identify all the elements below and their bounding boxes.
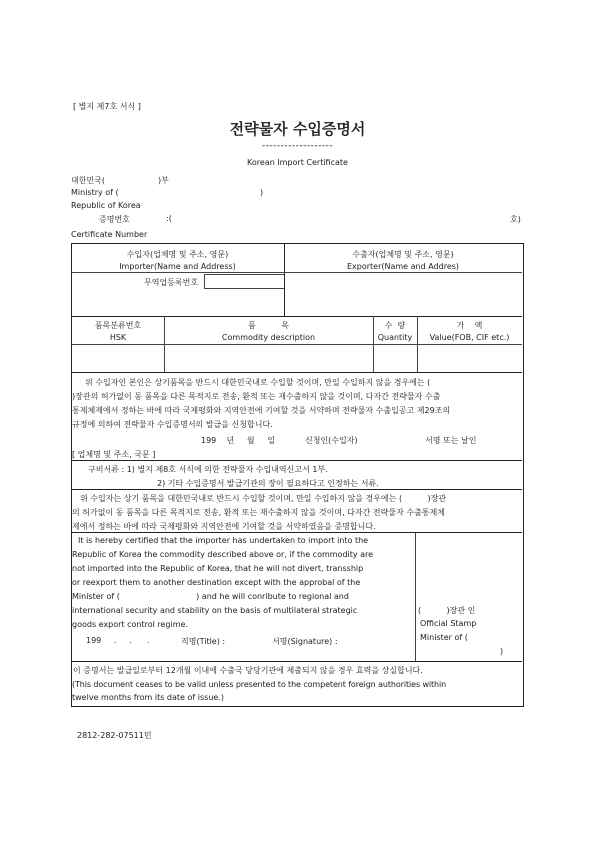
republic-label: Republic of Korea xyxy=(71,201,141,210)
title-label: 직명(Title) : xyxy=(181,637,226,646)
company-name-note: [ 업체명 및 주소, 국문 ] xyxy=(72,450,156,459)
certify-en-line-1: It is hereby certified that the importer has undertaken to import into the xyxy=(78,536,369,545)
document-title: 전략물자 수입증명서 xyxy=(229,120,366,138)
quantity-label-ko: 수 량 xyxy=(384,321,406,330)
goods-top-line xyxy=(72,316,522,317)
applicant-line-1: 위 수입자인 본인은 상기품목을 반드시 대한민국내로 수입할 것이며, 만일 수입하지 않을 경우에는 ( xyxy=(85,378,431,387)
certify-en-line-4: or reexport them to another destination except with the approbal of the xyxy=(72,578,361,587)
parties-header-line xyxy=(72,272,522,273)
certify-ko-line-3: 제에서 정하는 바에 따라 국제평화와 지역안전에 기여할 것을 서약하였음을 증명합니다. xyxy=(72,522,376,531)
document-subtitle: Korean Import Certificate xyxy=(247,158,348,167)
value-label-ko: 가 액 xyxy=(456,321,483,330)
validity-en-line-2: twelve months from its date of issue.) xyxy=(72,693,224,702)
certify-ko-top-line xyxy=(72,489,522,490)
trade-reg-box-top xyxy=(204,274,284,275)
stamp-line-4: ) xyxy=(500,647,504,656)
cert-number-colon: :( xyxy=(166,214,172,223)
form-number: [ 별지 제7호 서식 ] xyxy=(73,102,141,111)
applicant-label: 신청인(수입자) xyxy=(305,436,358,445)
stamp-line-2: Official Stamp xyxy=(420,619,477,628)
cert-number-suffix: 호) xyxy=(510,215,521,224)
cert-number-en: Certificate Number xyxy=(71,230,148,239)
rok-ministry-suffix: )부 xyxy=(158,176,169,185)
application-date: 199 년 월 일 xyxy=(201,436,276,445)
certify-en-line-7: goods export control regime. xyxy=(72,620,188,629)
sign-or-seal-label: 서명 또는 날인 xyxy=(425,436,477,445)
applicant-top-line xyxy=(72,372,522,373)
certify-en-line-3: not imported into the Republic of Korea, that he will not divert, transship xyxy=(72,564,364,573)
certify-ko-line-2: 의 허가없이 동 품목을 다른 목적지로 전송, 환적 또는 재수출하지 않을 것이며, 다자간 전략물자 수출통제체 xyxy=(72,508,445,517)
goods-header-line xyxy=(72,344,522,345)
commodity-label-en: Commodity description xyxy=(221,333,316,342)
applicant-line-3: 통제체제에서 정하는 바에 따라 국제평화와 지역안전에 기여할 것을 서약하며 전략물자 수출입공고 제29조의 xyxy=(72,406,451,415)
trade-reg-box-left xyxy=(204,274,205,288)
value-label-en: Value(FOB, CIF etc.) xyxy=(429,333,510,342)
certify-date: 199 . . . xyxy=(86,636,150,645)
stamp-divider xyxy=(415,533,416,661)
certify-en-line-2: Republic of Korea the commodity described above or, if the commodity are xyxy=(72,550,374,559)
trade-reg-box-bottom xyxy=(204,288,284,289)
hsk-label-en: HSK xyxy=(109,333,127,342)
form-code: 2812-282-07511민 xyxy=(77,731,152,740)
validity-ko: 이 증명서는 발급일로부터 12개월 이내에 수출국 당당기관에 제출되지 않을 경우 효력을 상실합니다. xyxy=(73,666,423,675)
title-underline: ------------------- xyxy=(261,141,334,151)
hsk-label-ko: 품목분류번호 xyxy=(94,321,142,330)
signature-label: 서명(Signature) : xyxy=(272,637,338,646)
certify-ko-line-1: 위 수입자는 상기 품목을 대한민국내로 반드시 수입할 것이며, 만일 수입하지 않을 경우에는 ( )장관 xyxy=(80,494,447,503)
applicant-line-2: )장관의 허가없이 동 품목을 다른 목적지로 전송, 환적 또는 재수출하지 않을 것이며, 다자간 전략물자 수출 xyxy=(72,392,441,401)
certify-en-line-5: Minister of ( ) and he will conribute to regional and xyxy=(72,592,349,601)
cert-number-ko: 증명번호 xyxy=(99,215,130,224)
exporter-label-ko: 수출자(업체명 및 주소, 영문) xyxy=(352,250,454,259)
required-docs-line-2: 2) 기타 수입증명서 발급기관의 장이 필요하다고 인정하는 서류. xyxy=(157,479,379,488)
stamp-line-3: Minister of ( xyxy=(420,633,468,642)
required-docs-line-1: 구비서류 : 1) 별지 제8호 서식에 의한 전략물자 수입내역신고서 1부. xyxy=(88,465,328,474)
docs-top-line xyxy=(72,460,522,461)
commodity-label-ko: 품 목 xyxy=(248,321,289,330)
rok-ministry-ko: 대한민국( xyxy=(71,176,106,185)
exporter-label-en: Exporter(Name and Addres) xyxy=(346,262,460,271)
importer-label-ko: 수입자(업체명 및 주소, 영문) xyxy=(126,250,229,259)
stamp-line-1: ( )장관 인 xyxy=(418,606,476,615)
validity-top-line xyxy=(72,661,522,662)
ministry-of-close: ) xyxy=(260,188,264,197)
importer-label-en: Importer(Name and Address) xyxy=(119,262,236,271)
certify-en-line-6: international security and stability on the basis of multilateral strategic xyxy=(72,606,358,615)
trade-registration-field[interactable] xyxy=(206,276,282,287)
trade-registration-label: 무역업등록번호 xyxy=(144,278,199,287)
certify-en-top-line xyxy=(72,532,522,533)
applicant-line-4: 규정에 의하여 전략물자 수입증명서의 발급을 신청합니다. xyxy=(72,420,273,429)
ministry-of-label: Ministry of ( xyxy=(71,188,119,197)
quantity-label-en: Quantity xyxy=(377,333,413,342)
validity-en-line-1: (This document ceases to be valid unless presented to the competent foreign authorities within xyxy=(72,680,447,689)
